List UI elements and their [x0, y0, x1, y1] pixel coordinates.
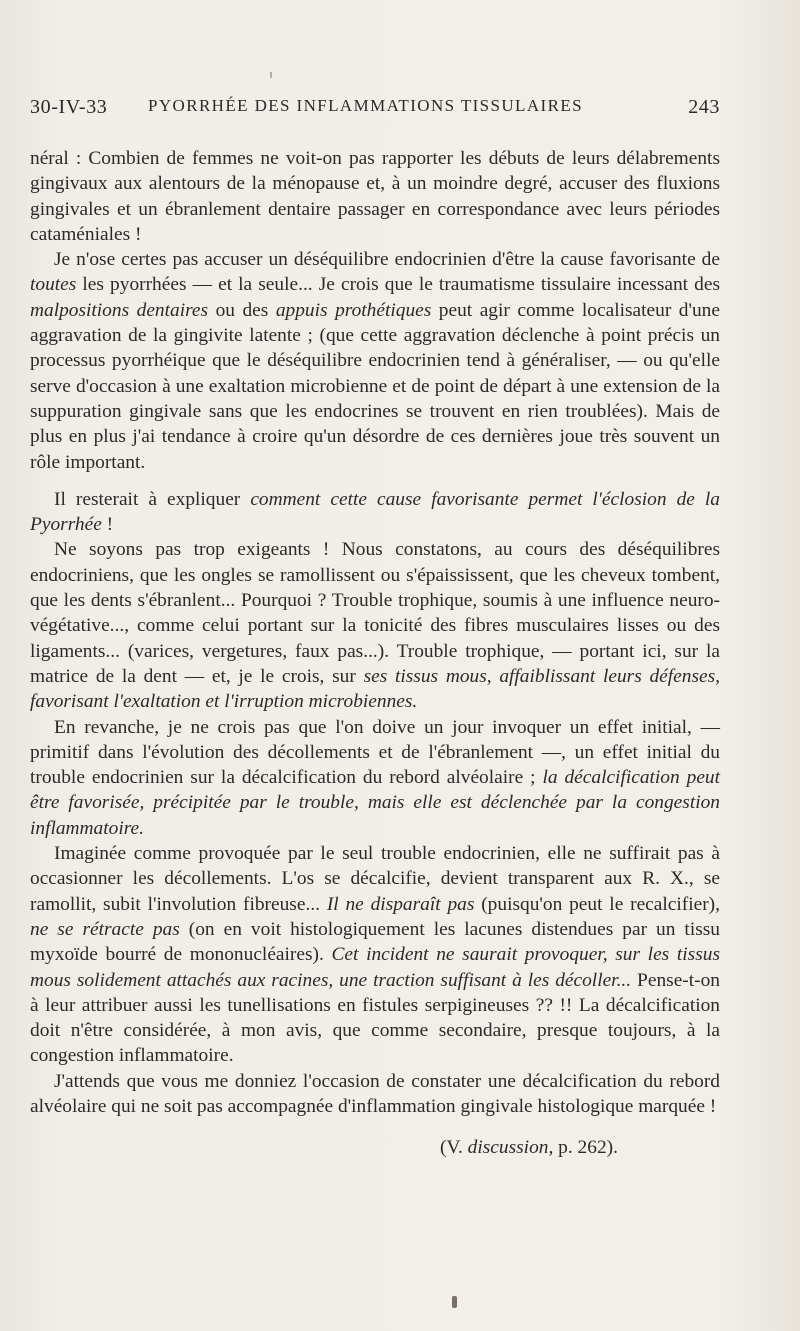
text-run: néral : Combien de femmes ne voit-on pas rapporter les débuts de leurs délabrements gingivaux aux alentours de la ménopause et, à un moindre degré, accuser des fluxions gingivales et un ébranlement dentaire passager en correspondance avec leurs périodes cataméniales !	[30, 148, 720, 245]
text-run: les pyorrhées — et la seule... Je crois que le traumatisme tissulaire incessant des	[76, 274, 720, 296]
text-run: ou des	[208, 299, 276, 321]
text-run: Ne soyons pas trop exigeants ! Nous constatons, au cours des déséquilibres endocriniens, que les ongles se ramollissent ou s'épaississent, que les cheveux tombent, que les dents s'ébranlent... Pourquoi ? Trouble trophique, soumis à une influence neuro-végétative..., comme celui portant sur la tonicité des fibres musculaires lisses ou des ligaments... (varices, vergetures, faux pas...). Trouble trophique, — portant ici, sur la matrice de la dent — et, je le crois, sur	[30, 539, 720, 687]
text-run: !	[101, 514, 114, 536]
paragraph	[30, 841, 720, 1069]
text-run: peut agir comme localisateur d'une aggravation de la gingivite latente ; (que cette aggravation déclenche à point précis un processus pyorrhéique que le déséquilibre endocrinien tend à généraliser, — ou qu'elle serve d'occasion à une exaltation microbienne et de point de départ à une extension de la suppuration gingivale sans que les endocrines se trouvent en rien troublées). Mais de plus en plus j'ai tendance à croire qu'un désordre de ces dernières joue très souvent un rôle important.	[30, 299, 720, 473]
italic-run: comment cette cause favorisante permet l'éclosion de la Pyorrhée	[30, 488, 721, 536]
paragraph	[30, 537, 720, 714]
text-run: En revanche, je ne crois pas que l'on doive un jour invoquer un effet initial, — primitif dans l'évolution des décollements et de l'ébranlement —, un effet initial du trouble endocrinien sur la décalcification du rebord alvéolaire ;	[30, 716, 720, 789]
italic-run: malpositions dentaires	[30, 299, 209, 321]
text-run: Pense-t-on à leur attribuer aussi les tunellisations en fistules serpigineuses ?? !! La décalcification doit n'être considérée, à mon avis, que comme secondaire, presque toujours, à la congestion inflammatoire.	[30, 969, 720, 1067]
text-run: Imaginée comme provoquée par le seul trouble endocrinien, elle ne suffirait pas à occasionner les décollements. L'os se décalcifie, devient transparent aux R. X., se ramollit, subit l'involution fibreuse...	[30, 843, 720, 915]
paragraph	[30, 146, 720, 247]
reference-italic: discussion,	[467, 1137, 554, 1158]
italic-run: toutes	[30, 274, 77, 296]
page-mark	[270, 72, 272, 78]
paragraph	[30, 487, 720, 538]
reference-note	[440, 1137, 618, 1159]
header-date: 30-IV-33	[30, 96, 108, 118]
paragraph	[30, 715, 720, 841]
running-header	[30, 96, 720, 126]
italic-run: appuis prothétiques	[275, 299, 432, 321]
text-run: (on en voit histologiquement les lacunes distendues par un tissu myxoïde bourré de mononucléaires).	[30, 918, 720, 966]
ink-speck	[452, 1296, 457, 1308]
paragraph	[30, 1069, 720, 1120]
body-text	[30, 146, 720, 1119]
italic-run: Cet incident ne saurait provoquer, sur les tissus mous solidement attachés aux racines, une traction suffisant à les décoller...	[30, 944, 720, 991]
text-run: (puisqu'on peut le recalcifier),	[474, 893, 720, 915]
reference-close: p. 262).	[553, 1137, 618, 1158]
text-run: J'attends que vous me donniez l'occasion de constater une décalcification du rebord alvéolaire qui ne soit pas accompagnée d'inflammation gingivale histologique marquée !	[30, 1070, 720, 1117]
text-run: Je n'ose certes pas accuser un déséquilibre endocrinien d'être la cause favorisante de	[54, 249, 720, 271]
italic-run: ne se rétracte pas	[30, 918, 180, 940]
italic-run: Il ne disparaît pas	[326, 893, 475, 915]
header-title: PYORRHÉE DES INFLAMMATIONS TISSULAIRES	[148, 96, 583, 115]
italic-run: ses tissus mous, affaiblissant leurs défenses, favorisant l'exaltation et l'irruption microbiennes.	[30, 665, 721, 713]
italic-run: la décalcification peut être favorisée, précipitée par le trouble, mais elle est déclenchée par la congestion inflammatoire.	[30, 767, 721, 839]
page-number: 243	[688, 96, 720, 118]
text-run: Il resterait à expliquer	[54, 488, 251, 510]
paragraph	[30, 247, 720, 475]
reference-open: (V.	[440, 1137, 468, 1158]
